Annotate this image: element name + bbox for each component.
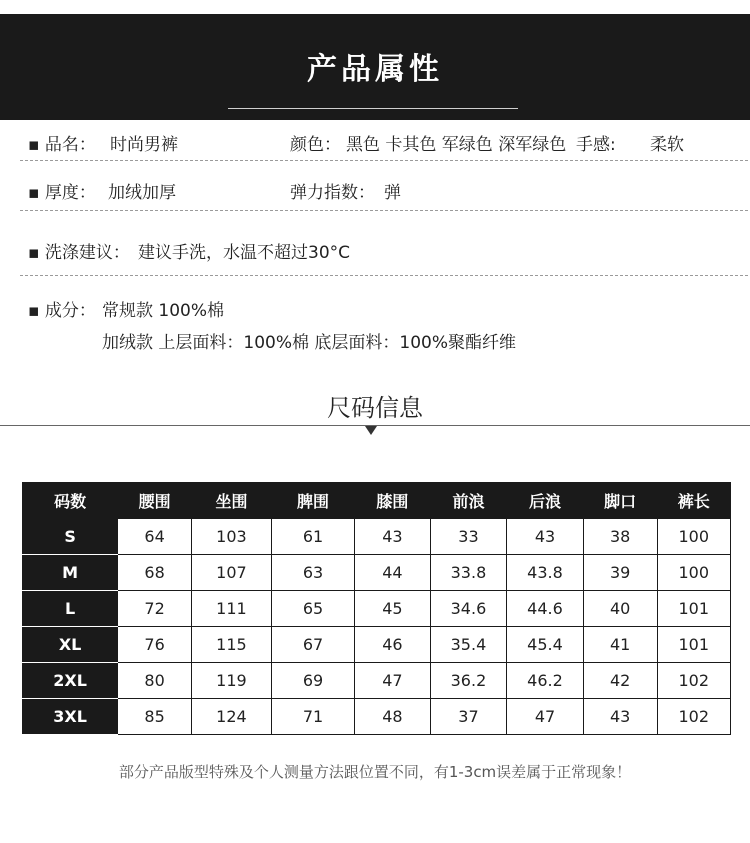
size-table (22, 482, 731, 735)
measurement-note: 部分产品版型特殊及个人测量方法跟位置不同，有1-3cm误差属于正常现象！ (118, 763, 632, 781)
table-header-row (23, 483, 731, 519)
table-cell: 63 (271, 555, 354, 591)
color-label: 颜色： (290, 135, 341, 155)
divider (20, 210, 748, 211)
table-cell: 42 (583, 663, 657, 699)
table-cell: 43.8 (507, 555, 584, 591)
table-row (23, 699, 731, 735)
table-cell: 124 (191, 699, 271, 735)
table-cell: 43 (507, 519, 584, 555)
table-cell: 41 (583, 627, 657, 663)
title-underline (228, 108, 518, 109)
table-cell: 48 (355, 699, 431, 735)
thickness-label: ▪ 厚度： (28, 183, 96, 203)
table-cell: 47 (507, 699, 584, 735)
divider (20, 275, 748, 276)
table-cell: 100 (657, 519, 731, 555)
table-cell: 46 (355, 627, 431, 663)
thickness-value: 加绒加厚 (108, 183, 176, 203)
table-cell: 45 (355, 591, 431, 627)
table-cell: 76 (118, 627, 192, 663)
table-row (23, 555, 731, 591)
stretch-label: 弹力指数： (290, 183, 375, 203)
table-cell: 68 (118, 555, 192, 591)
table-cell: 115 (191, 627, 271, 663)
col-header-hip: 坐围 (191, 483, 271, 519)
table-cell: 33.8 (430, 555, 507, 591)
wash-value: 建议手洗，水温不超过30°C (138, 243, 351, 263)
table-cell: 37 (430, 699, 507, 735)
table-cell: 69 (271, 663, 354, 699)
table-cell: 71 (271, 699, 354, 735)
composition-line-2: 加绒款 上层面料：100%棉 底层面料：100%聚酯纤维 (102, 333, 517, 353)
table-cell: 111 (191, 591, 271, 627)
table-cell: 101 (657, 627, 731, 663)
table-cell: 102 (657, 663, 731, 699)
table-cell: 61 (271, 519, 354, 555)
table-cell: 43 (583, 699, 657, 735)
table-cell: 39 (583, 555, 657, 591)
table-cell: 47 (355, 663, 431, 699)
page-title: 产品属性 (307, 52, 443, 87)
stretch-value: 弹 (384, 183, 401, 203)
size-label-cell: M (23, 555, 118, 591)
table-row (23, 663, 731, 699)
table-cell: 38 (583, 519, 657, 555)
size-label-cell: S (23, 519, 118, 555)
table-cell: 44.6 (507, 591, 584, 627)
down-arrow-icon (365, 426, 377, 435)
col-header-size: 码数 (23, 483, 118, 519)
table-cell: 80 (118, 663, 192, 699)
col-header-length: 裤长 (657, 483, 731, 519)
table-cell: 34.6 (430, 591, 507, 627)
table-cell: 36.2 (430, 663, 507, 699)
table-cell: 101 (657, 591, 731, 627)
table-cell: 46.2 (507, 663, 584, 699)
table-cell: 67 (271, 627, 354, 663)
color-value: 黑色 卡其色 军绿色 深军绿色 (346, 135, 567, 155)
table-cell: 65 (271, 591, 354, 627)
col-header-front-rise: 前浪 (430, 483, 507, 519)
composition-line-1: 常规款 100%棉 (102, 301, 225, 321)
feel-label: 手感: (576, 135, 616, 155)
col-header-leg-opening: 脚口 (583, 483, 657, 519)
table-cell: 119 (191, 663, 271, 699)
table-cell: 72 (118, 591, 192, 627)
table-row (23, 627, 731, 663)
size-label-cell: 2XL (23, 663, 118, 699)
table-row (23, 519, 731, 555)
size-label-cell: XL (23, 627, 118, 663)
divider (20, 160, 748, 161)
feel-value: 柔软 (650, 135, 684, 155)
size-section-title: 尺码信息 (327, 394, 423, 422)
col-header-back-rise: 后浪 (507, 483, 584, 519)
header-banner (0, 14, 750, 120)
table-cell: 45.4 (507, 627, 584, 663)
size-label-cell: 3XL (23, 699, 118, 735)
table-cell: 40 (583, 591, 657, 627)
col-header-thigh: 脾围 (271, 483, 354, 519)
table-row (23, 591, 731, 627)
table-cell: 107 (191, 555, 271, 591)
table-cell: 64 (118, 519, 192, 555)
table-cell: 35.4 (430, 627, 507, 663)
table-cell: 85 (118, 699, 192, 735)
col-header-waist: 腰围 (118, 483, 192, 519)
table-cell: 44 (355, 555, 431, 591)
table-cell: 100 (657, 555, 731, 591)
size-label-cell: L (23, 591, 118, 627)
table-cell: 102 (657, 699, 731, 735)
wash-label: ▪ 洗涤建议： (28, 243, 130, 263)
composition-label: ▪ 成分： (28, 301, 96, 321)
col-header-knee: 膝围 (355, 483, 431, 519)
name-value: 时尚男裤 (110, 135, 178, 155)
table-cell: 103 (191, 519, 271, 555)
name-label: ▪ 品名： (28, 135, 96, 155)
table-cell: 43 (355, 519, 431, 555)
table-cell: 33 (430, 519, 507, 555)
